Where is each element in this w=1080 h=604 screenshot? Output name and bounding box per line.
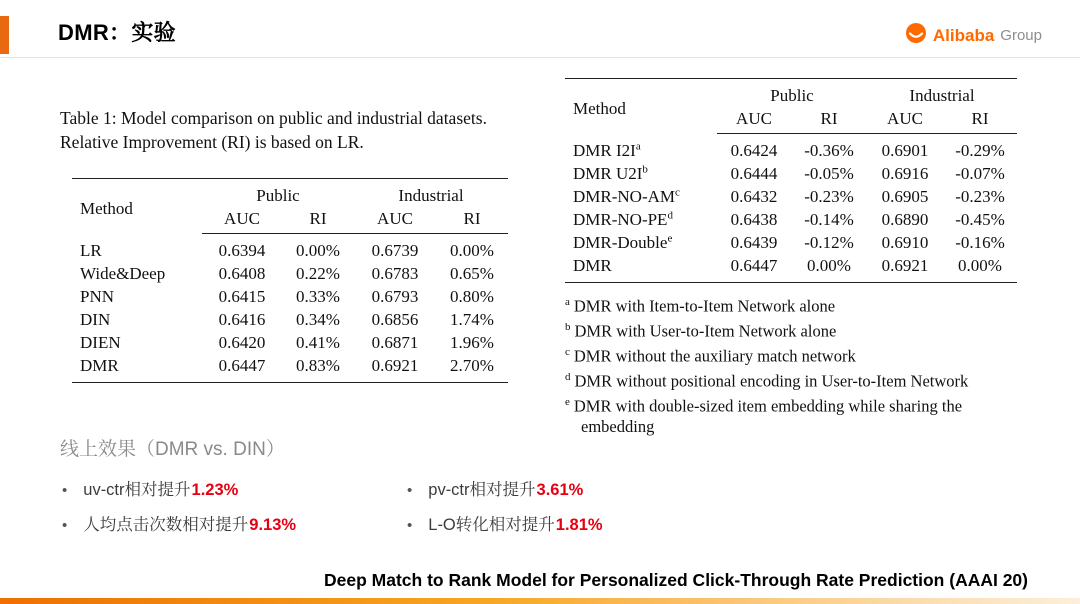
- column-header-ri: RI: [436, 207, 508, 234]
- method-name: DMR-NO-PE: [573, 210, 668, 229]
- footnote-marker: d: [667, 209, 673, 222]
- column-header-method: Method: [573, 99, 626, 119]
- table-cell: 0.6890: [881, 210, 929, 229]
- metric-label: L-O转化相对提升: [428, 516, 555, 534]
- table-cell: [565, 134, 717, 163]
- table-cell: [565, 162, 717, 185]
- table-cell: Wide&Deep: [80, 264, 166, 283]
- column-group-public: Public: [256, 186, 300, 205]
- method-name: DMR-NO-AM: [573, 187, 675, 206]
- paper-citation: Deep Match to Rank Model for Personalized Click-Through Rate Prediction (AAAI 20): [324, 570, 1028, 590]
- table-cell: LR: [80, 240, 102, 260]
- table-header-row: [565, 79, 1017, 108]
- table-footnotes: [565, 292, 1017, 438]
- footnote-marker: e: [667, 232, 673, 245]
- table-cell: 0.65%: [450, 264, 494, 283]
- bullet-icon: •: [62, 517, 68, 534]
- table-row: [72, 308, 508, 331]
- table-cell: 0.6415: [218, 287, 266, 306]
- footnote-text: DMR without the auxiliary match network: [573, 346, 856, 366]
- table-cell: 0.6856: [371, 310, 419, 329]
- table-cell: 0.80%: [450, 287, 494, 306]
- table-cell: 0.6432: [730, 187, 778, 206]
- table-row: [72, 285, 508, 308]
- method-name: DMR: [573, 256, 612, 275]
- table-cell: [565, 231, 717, 254]
- table-cell: -0.16%: [955, 233, 1005, 252]
- footnote: [565, 292, 1017, 317]
- table-cell: 1.96%: [450, 333, 494, 352]
- bullet-icon: •: [407, 482, 413, 499]
- table-cell: 0.6921: [881, 256, 929, 275]
- table-cell: 0.6739: [371, 241, 419, 260]
- alibaba-logo-text: Alibaba: [932, 25, 995, 45]
- table-row: [565, 162, 1017, 185]
- table-cell: 0.6444: [730, 164, 778, 183]
- online-results-title: 线上效果（DMR vs. DIN）: [60, 439, 285, 460]
- footnote-text: DMR with User-to-Item Network alone: [574, 321, 837, 341]
- table-cell: DIEN: [80, 333, 121, 352]
- header-accent-bar: [0, 16, 9, 54]
- footnote-text: DMR without positional encoding in User-to-Item Network: [574, 371, 969, 391]
- list-item: [62, 511, 407, 535]
- table-cell: 0.6871: [371, 333, 419, 352]
- table-cell: 0.6416: [218, 310, 266, 329]
- table-cell: 0.00%: [958, 256, 1002, 275]
- method-name: DMR I2I: [573, 140, 636, 160]
- bullet-icon: •: [62, 482, 68, 499]
- alibaba-logo: [905, 22, 1042, 49]
- column-group-industrial: Industrial: [909, 86, 975, 105]
- title-en: DMR: [58, 20, 110, 45]
- alibaba-logo-group-text: Group: [1000, 27, 1042, 44]
- column-group-public: Public: [770, 86, 814, 105]
- metric-value: 1.23%: [191, 481, 239, 499]
- table-cell: 0.34%: [296, 310, 340, 329]
- bottom-accent-bar: [0, 598, 1080, 604]
- online-metrics-list: [62, 476, 722, 535]
- ablation-section: [565, 78, 1017, 438]
- page-title: [58, 16, 176, 47]
- table-cell: 0.6793: [371, 287, 419, 306]
- table-cell: 2.70%: [450, 356, 494, 375]
- table-cell: 0.33%: [296, 287, 340, 306]
- table-row: [72, 234, 508, 263]
- metric-label: 人均点击次数相对提升: [83, 516, 249, 534]
- column-header-auc: AUC: [717, 107, 791, 134]
- table-cell: -0.12%: [804, 233, 854, 252]
- table-cell: 0.6916: [881, 164, 929, 183]
- footnote-marker: c: [565, 346, 570, 358]
- table-cell: 0.6783: [371, 264, 419, 283]
- table-cell: [565, 185, 717, 208]
- table-cell: 0.00%: [296, 241, 340, 260]
- table-cell: -0.23%: [955, 187, 1005, 206]
- list-item: [62, 476, 407, 500]
- table-cell: 0.6905: [881, 187, 929, 206]
- table-cell: 0.6420: [218, 333, 266, 352]
- table-cell: -0.23%: [804, 187, 854, 206]
- table-row: [72, 331, 508, 354]
- table-row: [565, 134, 1017, 163]
- table-row: [565, 208, 1017, 231]
- table-cell: 0.00%: [450, 241, 494, 260]
- footnote-marker: e: [565, 396, 570, 408]
- footnote: [565, 367, 1017, 392]
- table1-caption-line2: Relative Improvement (RI) is based on LR.: [60, 132, 364, 152]
- footnote: [565, 392, 1017, 438]
- table-cell: 0.6394: [218, 241, 266, 260]
- column-header-ri: RI: [282, 207, 354, 234]
- column-header-auc: AUC: [354, 207, 436, 234]
- table-row: [565, 254, 1017, 283]
- table-cell: -0.14%: [804, 210, 854, 229]
- column-header-ri: RI: [943, 107, 1017, 134]
- title-separator: ：: [109, 20, 132, 45]
- header-divider: [0, 57, 1080, 58]
- metric-label: pv-ctr相对提升: [428, 481, 536, 499]
- table1-caption: [60, 106, 560, 154]
- list-item: [407, 476, 722, 500]
- table-cell: 0.41%: [296, 333, 340, 352]
- table-row: [565, 185, 1017, 208]
- metric-label: uv-ctr相对提升: [83, 481, 191, 499]
- table-cell: [565, 208, 717, 231]
- bullet-icon: •: [407, 517, 413, 534]
- footnote-marker: b: [565, 321, 571, 333]
- table-row: [72, 262, 508, 285]
- footnote-marker: c: [675, 186, 680, 199]
- table-cell: 0.6910: [881, 233, 929, 252]
- table-cell: -0.45%: [955, 210, 1005, 229]
- table-cell: 0.6424: [730, 141, 778, 160]
- table-cell: 0.22%: [296, 264, 340, 283]
- model-comparison-table: [72, 178, 508, 383]
- table-cell: -0.05%: [804, 164, 854, 183]
- footnote-marker: a: [635, 140, 641, 153]
- alibaba-smiley-icon: [905, 22, 927, 49]
- table-cell: 0.6447: [218, 356, 266, 375]
- column-header-auc: AUC: [202, 207, 282, 234]
- method-name: DMR-Double: [573, 233, 668, 252]
- footnote-marker: a: [565, 296, 570, 308]
- table-cell: 0.6447: [730, 256, 778, 275]
- table-cell: PNN: [80, 287, 115, 306]
- footnote-text: DMR with double-sized item embedding while sharing the embedding: [573, 396, 963, 436]
- table-cell: 1.74%: [450, 310, 494, 329]
- table-cell: [565, 254, 717, 283]
- table1-caption-line1: Table 1: Model comparison on public and industrial datasets.: [60, 108, 487, 128]
- column-header-ri: RI: [791, 107, 867, 134]
- table-row: [72, 354, 508, 383]
- column-group-industrial: Industrial: [398, 186, 464, 205]
- footnote: [565, 317, 1017, 342]
- footnote-marker: b: [642, 163, 648, 176]
- table-cell: DMR: [80, 356, 119, 375]
- column-header-auc: AUC: [867, 107, 943, 134]
- footnote: [565, 342, 1017, 367]
- title-cn: 实验: [131, 20, 176, 45]
- table-row: [565, 231, 1017, 254]
- metric-value: 9.13%: [249, 516, 297, 534]
- list-item: [407, 511, 722, 535]
- ablation-table: [565, 78, 1017, 283]
- footnote-marker: d: [565, 371, 571, 383]
- table-cell: DIN: [80, 310, 111, 329]
- metric-value: 1.81%: [555, 516, 603, 534]
- table-cell: -0.29%: [955, 141, 1005, 160]
- method-name: DMR U2I: [573, 164, 643, 183]
- footnote-text: DMR with Item-to-Item Network alone: [573, 296, 836, 316]
- table-cell: 0.6438: [730, 210, 778, 229]
- table-cell: -0.36%: [804, 141, 854, 160]
- table-cell: 0.6921: [371, 356, 419, 375]
- table-cell: 0.6439: [730, 233, 778, 252]
- table-header-row: [72, 179, 508, 208]
- metric-value: 3.61%: [536, 481, 584, 499]
- table-cell: 0.00%: [807, 256, 851, 275]
- table-cell: 0.83%: [296, 356, 340, 375]
- table-cell: -0.07%: [955, 164, 1005, 183]
- table-cell: 0.6901: [881, 141, 929, 160]
- table-cell: 0.6408: [218, 264, 266, 283]
- column-header-method: Method: [80, 199, 133, 219]
